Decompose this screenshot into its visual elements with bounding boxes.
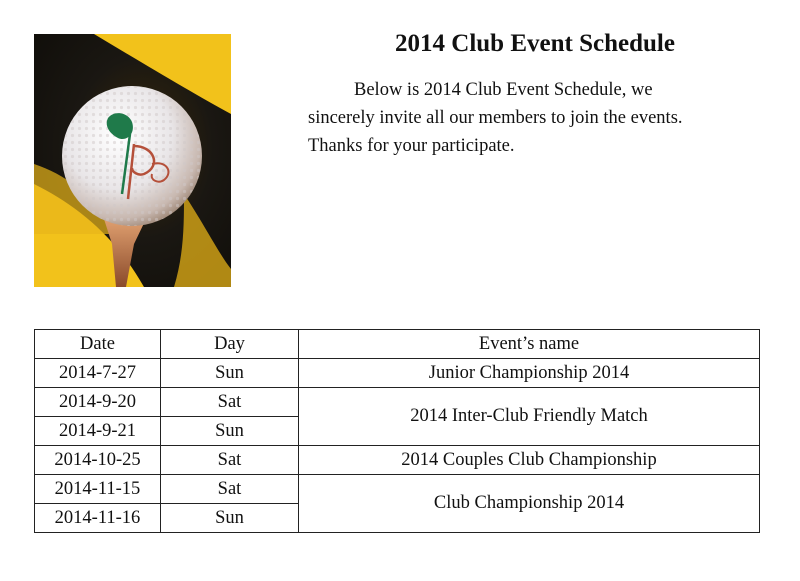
event-schedule-table: [34, 329, 760, 533]
table-row: [35, 359, 760, 388]
day-cell: Sat: [161, 388, 299, 417]
header-date: Date: [35, 330, 161, 359]
day-cell: Sat: [161, 446, 299, 475]
date-cell: 2014-11-16: [35, 504, 161, 533]
intro-line: Below is 2014 Club Event Schedule, we: [354, 80, 653, 100]
date-cell: 2014-10-25: [35, 446, 161, 475]
intro-paragraph: [308, 76, 748, 160]
table-row: [35, 388, 760, 417]
date-cell: 2014-9-20: [35, 388, 161, 417]
table-header-row: [35, 330, 760, 359]
intro-line: Thanks for your participate.: [308, 136, 515, 156]
event-cell: 2014 Inter-Club Friendly Match: [299, 388, 760, 446]
date-cell: 2014-11-15: [35, 475, 161, 504]
event-cell: 2014 Couples Club Championship: [299, 446, 760, 475]
day-cell: Sun: [161, 359, 299, 388]
date-cell: 2014-9-21: [35, 417, 161, 446]
header-day: Day: [161, 330, 299, 359]
table-row: [35, 475, 760, 504]
header-event-name: Event’s name: [299, 330, 760, 359]
event-cell: Junior Championship 2014: [299, 359, 760, 388]
intro-line: sincerely invite all our members to join the events.: [308, 108, 683, 128]
page-title: 2014 Club Event Schedule: [395, 30, 675, 57]
golf-ball-on-tee-icon: [34, 34, 231, 287]
date-cell: 2014-7-27: [35, 359, 161, 388]
day-cell: Sun: [161, 417, 299, 446]
table-row: [35, 446, 760, 475]
day-cell: Sat: [161, 475, 299, 504]
event-cell: Club Championship 2014: [299, 475, 760, 533]
golf-ball-photo: [34, 34, 231, 287]
day-cell: Sun: [161, 504, 299, 533]
